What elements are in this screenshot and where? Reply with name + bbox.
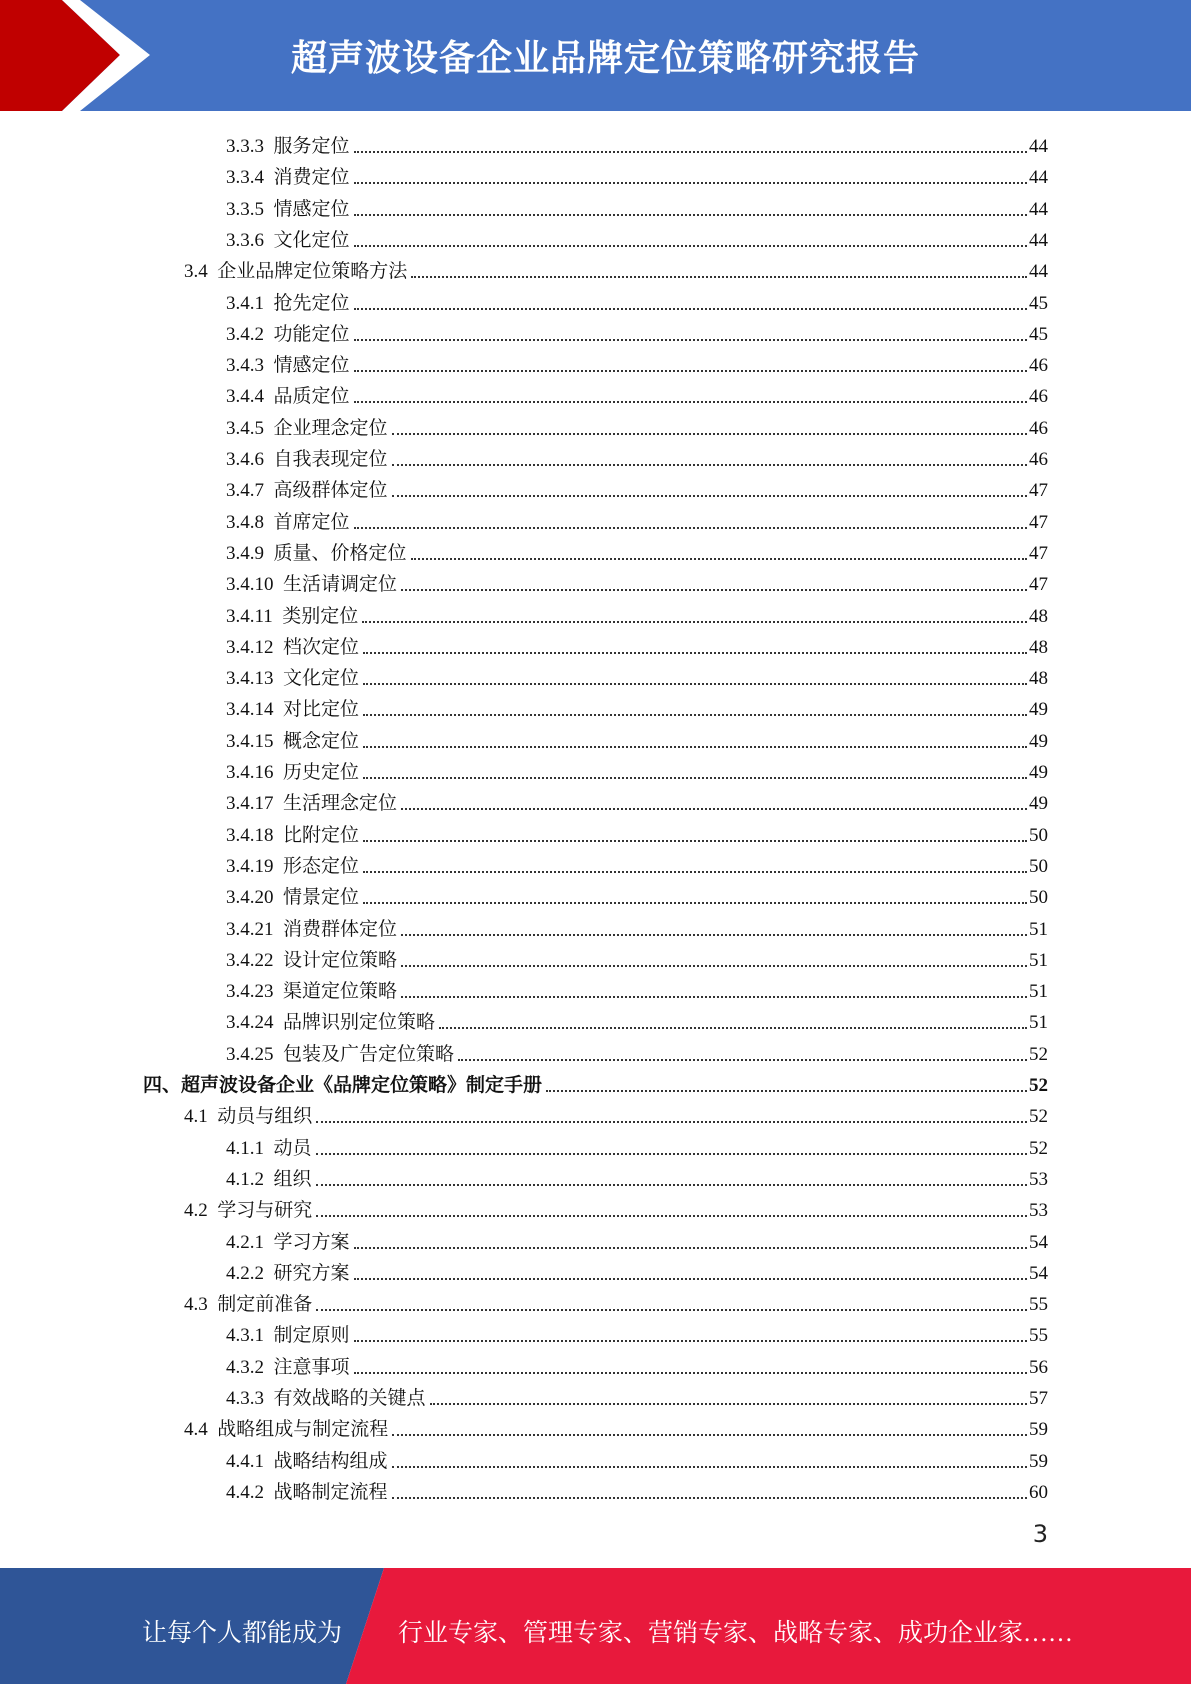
toc-entry[interactable] xyxy=(226,973,1048,1004)
toc-entry-page: 54 xyxy=(1029,1262,1048,1284)
toc-dot-leader xyxy=(392,1497,1027,1499)
toc-entry-title: 历史定位 xyxy=(283,762,360,783)
toc-dot-leader xyxy=(354,214,1027,216)
report-title: 超声波设备企业品牌定位策略研究报告 xyxy=(290,38,920,79)
toc-entry-number: 4.1.2 xyxy=(226,1168,264,1190)
toc-entry-title: 战略结构组成 xyxy=(273,1450,388,1472)
toc-entry-number: 3.4.13 xyxy=(226,668,274,690)
toc-dot-leader xyxy=(354,151,1027,153)
toc-entry-page: 59 xyxy=(1029,1450,1048,1472)
toc-entry-title: 品质定位 xyxy=(273,386,350,408)
toc-entry[interactable] xyxy=(226,1349,1048,1380)
toc-entry-number: 3.4.5 xyxy=(226,417,264,439)
toc-entry[interactable] xyxy=(226,942,1048,973)
toc-entry-number: 3.3.6 xyxy=(226,229,264,251)
toc-entry-number: 3.4.11 xyxy=(226,605,273,627)
toc-entry-page: 45 xyxy=(1029,292,1048,314)
toc-dot-leader xyxy=(392,433,1027,435)
toc-entry-number: 4.3.2 xyxy=(226,1356,264,1378)
toc-entry-title: 抢先定位 xyxy=(273,292,350,314)
toc-entry-number: 3.4.22 xyxy=(226,949,274,971)
toc-entry-number: 3.4.18 xyxy=(226,824,274,846)
toc-entry[interactable] xyxy=(226,347,1048,378)
toc-entry-number: 4.1 xyxy=(184,1106,208,1128)
toc-entry[interactable] xyxy=(226,817,1048,848)
toc-dot-leader xyxy=(354,1278,1027,1280)
toc-entry[interactable] xyxy=(226,566,1048,597)
toc-entry[interactable] xyxy=(226,785,1048,816)
toc-dot-leader xyxy=(354,370,1027,372)
toc-entry-title: 概念定位 xyxy=(283,730,360,752)
toc-entry[interactable] xyxy=(226,1255,1048,1286)
toc-entry-page: 59 xyxy=(1029,1419,1048,1441)
toc-dot-leader xyxy=(362,621,1027,623)
toc-entry-title: 文化定位 xyxy=(283,668,360,690)
toc-entry-title: 消费定位 xyxy=(273,167,350,189)
toc-entry-page: 52 xyxy=(1029,1043,1048,1065)
toc-entry[interactable] xyxy=(226,316,1048,347)
toc-entry-page: 49 xyxy=(1029,793,1048,815)
toc-dot-leader xyxy=(439,1027,1027,1029)
toc-entry[interactable] xyxy=(226,191,1048,222)
toc-entry[interactable] xyxy=(226,1474,1048,1505)
toc-entry-page: 51 xyxy=(1029,981,1048,1003)
toc-dot-leader xyxy=(316,1184,1027,1186)
toc-entry-number: 四、 xyxy=(143,1075,182,1096)
toc-entry[interactable] xyxy=(226,1380,1048,1411)
toc-entry-number: 3.4.16 xyxy=(226,762,274,783)
toc-entry[interactable] xyxy=(226,441,1048,472)
toc-entry-page: 56 xyxy=(1029,1356,1048,1378)
toc-entry-number: 3.3.5 xyxy=(226,198,264,220)
toc-entry-title: 消费群体定位 xyxy=(283,918,398,940)
toc-entry[interactable] xyxy=(226,1443,1048,1474)
toc-entry-page: 50 xyxy=(1029,824,1048,846)
toc-entry[interactable] xyxy=(226,598,1048,629)
toc-dot-leader xyxy=(354,401,1027,403)
toc-entry-page: 52 xyxy=(1029,1137,1048,1159)
toc-entry-number: 3.3.4 xyxy=(226,167,264,189)
toc-entry-title: 情感定位 xyxy=(273,198,350,220)
toc-entry-page: 51 xyxy=(1029,918,1048,940)
toc-dot-leader xyxy=(354,1247,1027,1249)
toc-entry-page: 44 xyxy=(1029,261,1048,283)
toc-entry-title: 组织 xyxy=(273,1168,312,1190)
toc-entry[interactable] xyxy=(226,1161,1048,1192)
toc-entry[interactable] xyxy=(226,723,1048,754)
toc-entry-number: 4.4.1 xyxy=(226,1450,264,1472)
toc-entry-page: 51 xyxy=(1029,1012,1048,1034)
toc-entry-page: 53 xyxy=(1029,1168,1048,1190)
toc-entry-number: 4.2.1 xyxy=(226,1231,264,1253)
toc-entry-number: 3.4.8 xyxy=(226,511,264,533)
toc-entry-title: 品牌识别定位策略 xyxy=(283,1012,436,1034)
toc-entry-number: 3.4.20 xyxy=(226,887,274,909)
toc-entry-page: 49 xyxy=(1029,762,1048,783)
toc-dot-leader xyxy=(411,276,1027,278)
toc-dot-leader xyxy=(354,339,1027,341)
toc-entry[interactable] xyxy=(184,1411,1048,1442)
toc-entry-title: 制定原则 xyxy=(273,1325,350,1347)
toc-entry-number: 4.1.1 xyxy=(226,1137,264,1159)
toc-entry-title: 情景定位 xyxy=(283,887,360,909)
toc-dot-leader xyxy=(316,1153,1027,1155)
toc-dot-leader xyxy=(363,714,1027,716)
toc-entry-page: 47 xyxy=(1029,574,1048,596)
toc-entry[interactable] xyxy=(226,159,1048,190)
toc-entry-page: 44 xyxy=(1029,229,1048,251)
toc-entry-page: 57 xyxy=(1029,1388,1048,1409)
toc-entry-number: 3.4.6 xyxy=(226,449,264,470)
toc-entry-title: 设计定位策略 xyxy=(283,949,398,971)
toc-dot-leader xyxy=(363,652,1027,654)
toc-entry-title: 超声波设备企业《品牌定位策略》制定手册 xyxy=(181,1075,543,1096)
toc-entry-page: 44 xyxy=(1029,198,1048,220)
toc-entry[interactable] xyxy=(184,1286,1048,1317)
toc-entry[interactable] xyxy=(226,378,1048,409)
toc-dot-leader xyxy=(363,902,1027,904)
toc-entry[interactable] xyxy=(226,1317,1048,1348)
toc-entry-number: 3.4.14 xyxy=(226,699,274,721)
toc-entry[interactable] xyxy=(184,1098,1048,1129)
toc-dot-leader xyxy=(316,1121,1027,1123)
toc-dot-leader xyxy=(392,464,1027,466)
toc-entry-number: 3.4.23 xyxy=(226,981,274,1003)
toc-entry[interactable] xyxy=(226,1004,1048,1035)
toc-dot-leader xyxy=(401,934,1027,936)
toc-entry-number: 3.4.12 xyxy=(226,636,274,658)
toc-entry[interactable] xyxy=(184,1192,1048,1223)
toc-dot-leader xyxy=(392,495,1027,497)
toc-entry[interactable] xyxy=(226,472,1048,503)
toc-entry-title: 学习方案 xyxy=(273,1231,350,1253)
toc-entry-page: 45 xyxy=(1029,323,1048,345)
toc-entry-page: 49 xyxy=(1029,699,1048,721)
toc-entry-page: 52 xyxy=(1029,1075,1048,1096)
toc-dot-leader xyxy=(401,965,1027,967)
toc-dot-leader xyxy=(458,1059,1027,1061)
toc-entry-title: 首席定位 xyxy=(273,511,350,533)
toc-entry-page: 50 xyxy=(1029,855,1048,877)
toc-entry-title: 动员 xyxy=(273,1137,312,1159)
toc-dot-leader xyxy=(354,182,1027,184)
toc-entry[interactable] xyxy=(226,660,1048,691)
toc-entry[interactable] xyxy=(226,535,1048,566)
toc-dot-leader xyxy=(363,777,1027,779)
toc-entry-number: 3.4.15 xyxy=(226,730,274,752)
toc-entry[interactable] xyxy=(226,1130,1048,1161)
toc-entry-title: 对比定位 xyxy=(283,699,360,721)
toc-entry-number: 4.4 xyxy=(184,1419,208,1441)
toc-entry-page: 50 xyxy=(1029,887,1048,909)
toc-entry-number: 3.4.4 xyxy=(226,386,264,408)
toc-entry-page: 51 xyxy=(1029,949,1048,971)
toc-entry-title: 功能定位 xyxy=(273,323,350,345)
toc-entry-number: 3.4.2 xyxy=(226,323,264,345)
toc-entry-title: 包装及广告定位策略 xyxy=(283,1043,455,1065)
toc-entry-page: 52 xyxy=(1029,1106,1048,1128)
toc-entry[interactable] xyxy=(226,285,1048,316)
toc-entry-number: 3.4 xyxy=(184,261,208,283)
toc-entry-number: 3.4.7 xyxy=(226,480,264,502)
toc-entry-title: 自我表现定位 xyxy=(273,449,388,470)
toc-entry-number: 3.4.1 xyxy=(226,292,264,314)
toc-entry-page: 53 xyxy=(1029,1200,1048,1222)
toc-entry-number: 3.4.21 xyxy=(226,918,274,940)
toc-entry-title: 服务定位 xyxy=(273,136,350,157)
toc-entry[interactable] xyxy=(226,504,1048,535)
toc-entry-page: 47 xyxy=(1029,542,1048,564)
toc-entry-number: 4.2 xyxy=(184,1200,208,1222)
toc-entry[interactable] xyxy=(226,691,1048,722)
toc-entry-number: 3.4.25 xyxy=(226,1043,274,1065)
toc-dot-leader xyxy=(316,1309,1027,1311)
toc-entry-number: 4.3.3 xyxy=(226,1388,264,1409)
toc-entry[interactable] xyxy=(226,629,1048,660)
toc-entry-page: 46 xyxy=(1029,417,1048,439)
toc-entry-number: 4.4.2 xyxy=(226,1481,264,1503)
toc-dot-leader xyxy=(363,840,1027,842)
toc-entry[interactable] xyxy=(226,1224,1048,1255)
toc-entry-page: 47 xyxy=(1029,480,1048,502)
toc-entry-page: 60 xyxy=(1029,1481,1048,1503)
toc-entry-number: 3.4.3 xyxy=(226,355,264,377)
toc-entry-number: 4.3 xyxy=(184,1294,208,1316)
toc-entry-title: 有效战略的关键点 xyxy=(273,1388,426,1409)
header-bar xyxy=(0,0,1191,111)
toc-entry-number: 3.4.9 xyxy=(226,542,264,564)
footer-banner xyxy=(0,1568,1191,1684)
toc-entry-page: 48 xyxy=(1029,668,1048,690)
toc-entry-title: 类别定位 xyxy=(282,605,359,627)
toc-entry[interactable] xyxy=(226,1036,1048,1067)
toc-entry-page: 46 xyxy=(1029,449,1048,470)
toc-entry[interactable] xyxy=(184,253,1048,284)
toc-entry[interactable] xyxy=(226,754,1048,785)
toc-dot-leader xyxy=(430,1403,1027,1405)
toc-entry-title: 文化定位 xyxy=(273,229,350,251)
toc-entry[interactable] xyxy=(226,128,1048,159)
toc-entry-title: 企业品牌定位策略方法 xyxy=(217,261,408,283)
toc-entry-number: 4.3.1 xyxy=(226,1325,264,1347)
toc-entry[interactable] xyxy=(143,1067,1048,1098)
page-number: 3 xyxy=(1032,1520,1048,1548)
toc-dot-leader xyxy=(354,308,1027,310)
toc-dot-leader xyxy=(354,527,1027,529)
toc-dot-leader xyxy=(411,558,1027,560)
toc-entry-title: 学习与研究 xyxy=(217,1200,313,1222)
footer-slogan-left: 让每个人都能成为 xyxy=(142,1620,343,1647)
toc-entry[interactable] xyxy=(226,848,1048,879)
toc-entry-title: 高级群体定位 xyxy=(273,480,388,502)
toc-entry-title: 注意事项 xyxy=(273,1356,350,1378)
toc-entry-title: 企业理念定位 xyxy=(273,417,388,439)
toc-entry-title: 比附定位 xyxy=(283,824,360,846)
toc-dot-leader xyxy=(363,746,1027,748)
footer-slogan-right: 行业专家、管理专家、营销专家、战略专家、成功企业家…… xyxy=(398,1620,1074,1647)
toc-entry-number: 3.4.19 xyxy=(226,855,274,877)
toc-entry[interactable] xyxy=(226,410,1048,441)
toc-dot-leader xyxy=(392,1434,1027,1436)
toc-entry-title: 战略组成与制定流程 xyxy=(217,1419,389,1441)
toc-entry-title: 制定前准备 xyxy=(217,1294,313,1316)
toc-entry-page: 44 xyxy=(1029,167,1048,189)
toc-dot-leader xyxy=(354,245,1027,247)
toc-entry-page: 54 xyxy=(1029,1231,1048,1253)
toc-entry-number: 4.2.2 xyxy=(226,1262,264,1284)
toc-dot-leader xyxy=(354,1340,1027,1342)
toc-entry-title: 形态定位 xyxy=(283,855,360,877)
toc-dot-leader xyxy=(363,683,1027,685)
toc-entry[interactable] xyxy=(226,911,1048,942)
toc-entry-page: 48 xyxy=(1029,636,1048,658)
toc-entry-number: 3.4.17 xyxy=(226,793,274,815)
toc-dot-leader xyxy=(546,1090,1027,1092)
toc-entry-title: 战略制定流程 xyxy=(273,1481,388,1503)
toc-entry-number: 3.4.24 xyxy=(226,1012,274,1034)
toc-entry-title: 质量、价格定位 xyxy=(273,542,407,564)
toc-entry-page: 46 xyxy=(1029,386,1048,408)
toc-entry-title: 研究方案 xyxy=(273,1262,350,1284)
toc-entry-title: 档次定位 xyxy=(283,636,360,658)
toc-dot-leader xyxy=(401,808,1027,810)
toc-entry-page: 49 xyxy=(1029,730,1048,752)
toc-entry-page: 46 xyxy=(1029,355,1048,377)
toc-entry-number: 3.4.10 xyxy=(226,574,274,596)
toc-entry-page: 55 xyxy=(1029,1294,1048,1316)
toc-entry-title: 情感定位 xyxy=(273,355,350,377)
toc-entry-page: 47 xyxy=(1029,511,1048,533)
toc-entry-number: 3.3.3 xyxy=(226,136,264,157)
toc-entry[interactable] xyxy=(226,222,1048,253)
toc-entry[interactable] xyxy=(226,879,1048,910)
toc-entry-title: 动员与组织 xyxy=(217,1106,313,1128)
toc-dot-leader xyxy=(401,589,1027,591)
toc-entry-page: 44 xyxy=(1029,136,1048,157)
toc-entry-title: 生活理念定位 xyxy=(283,793,398,815)
toc-dot-leader xyxy=(401,996,1027,998)
toc-dot-leader xyxy=(363,871,1027,873)
toc-dot-leader xyxy=(392,1466,1027,1468)
toc-entry-page: 48 xyxy=(1029,605,1048,627)
toc-dot-leader xyxy=(354,1372,1027,1374)
toc-entry-title: 生活请调定位 xyxy=(283,574,398,596)
toc-entry-page: 55 xyxy=(1029,1325,1048,1347)
toc-dot-leader xyxy=(316,1215,1027,1217)
toc-entry-title: 渠道定位策略 xyxy=(283,981,398,1003)
